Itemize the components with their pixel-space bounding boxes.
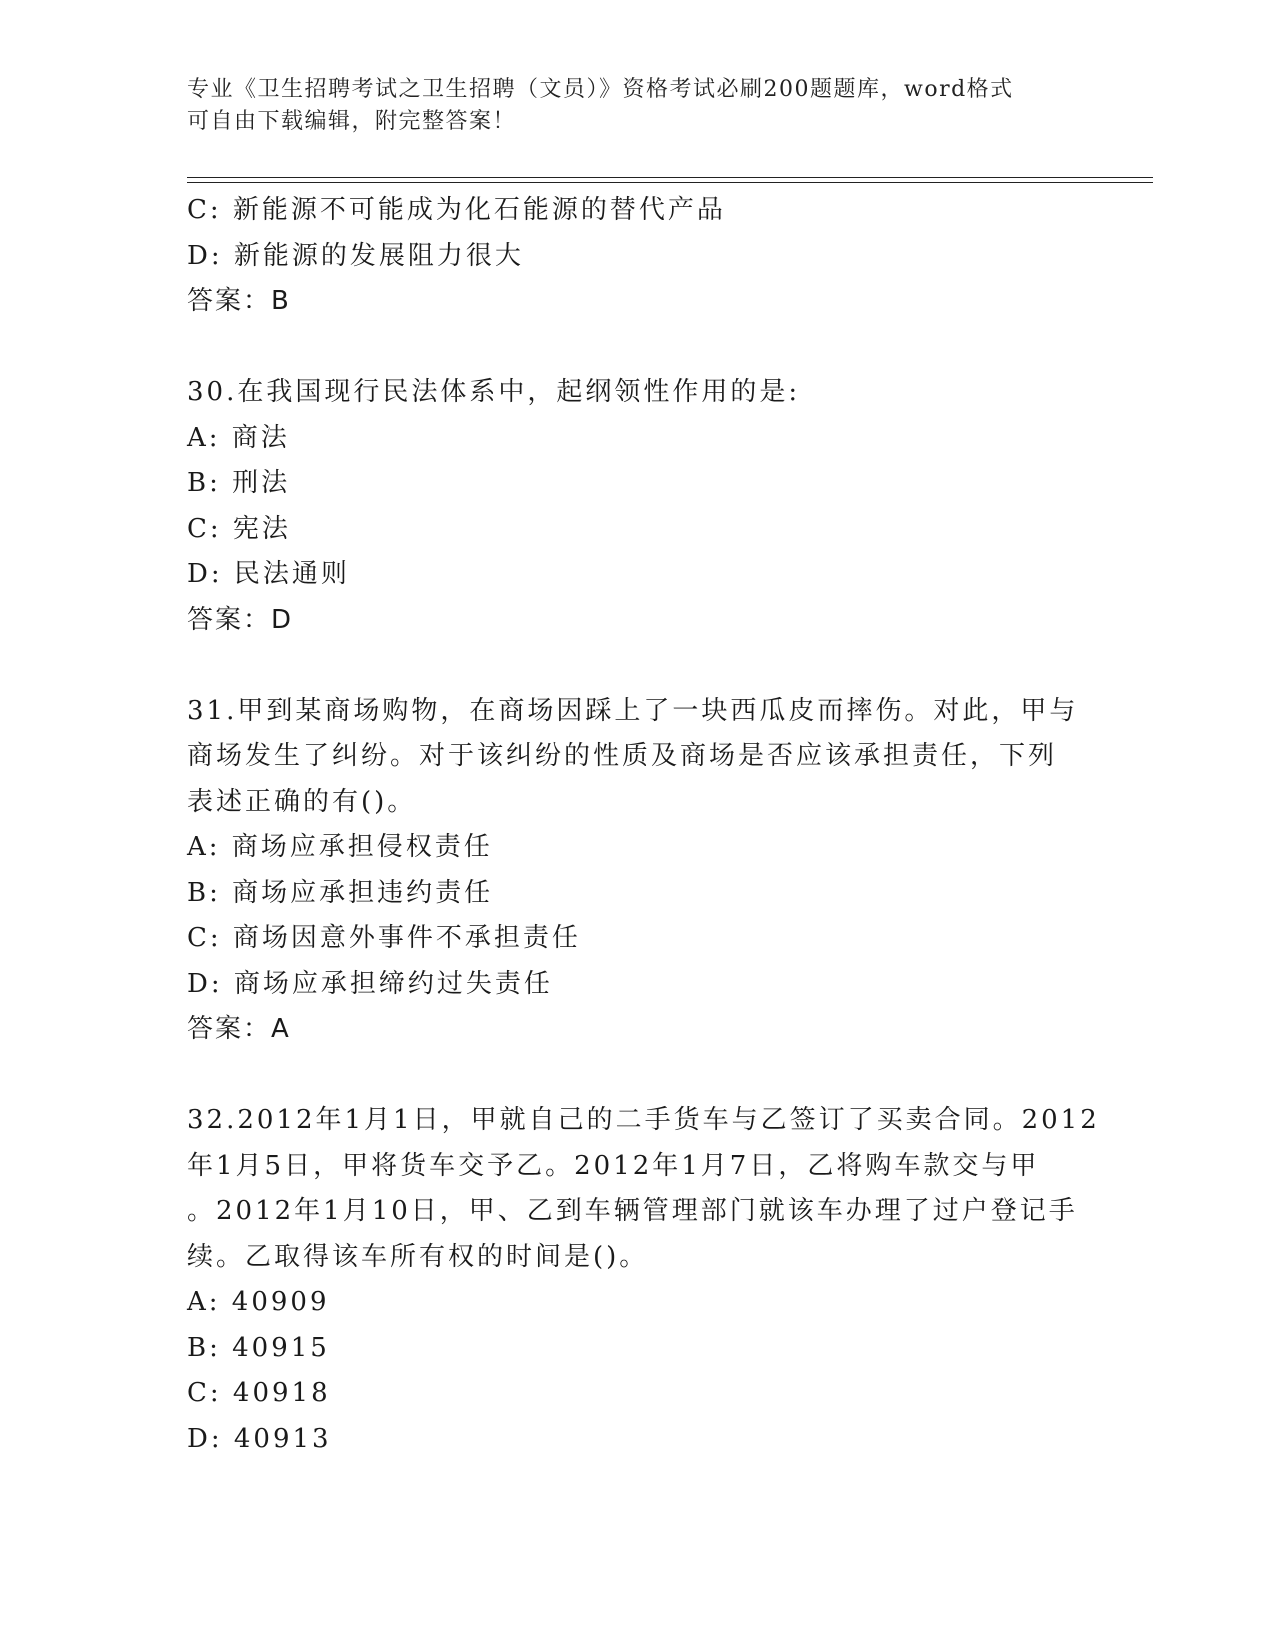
option-d: D: 商场应承担缔约过失责任 <box>187 968 553 999</box>
header-rule-bottom <box>187 182 1153 183</box>
question-stem: 30.在我国现行民法体系中，起纲领性作用的是: <box>187 377 801 407</box>
option-b: B: 商场应承担违约责任 <box>187 877 494 908</box>
answer-line: 答案：B <box>187 286 291 316</box>
option-d: D: 40913 <box>187 1423 332 1454</box>
option-c: C: 商场因意外事件不承担责任 <box>187 923 581 953</box>
option-c: C: 40918 <box>187 1378 331 1408</box>
option-a: A: 40909 <box>187 1287 330 1317</box>
document-header <box>187 74 1087 138</box>
answer-line: 答案：A <box>187 1014 291 1044</box>
option-c: C: 宪法 <box>187 513 291 544</box>
header-line-2: 可自由下载编辑，附完整答案！ <box>187 109 517 134</box>
option-b: B: 40915 <box>187 1332 330 1363</box>
header-rule-top <box>187 177 1153 178</box>
question-31 <box>187 689 1087 1053</box>
document-body <box>187 188 1100 1462</box>
question-stem-line-4: 续。乙取得该车所有权的时间是()。 <box>187 1241 649 1272</box>
question-stem-line-2: 商场发生了纠纷。对于该纠纷的性质及商场是否应该承担责任，下列 <box>187 741 1058 771</box>
question-stem-line-3: 表述正确的有()。 <box>187 786 417 817</box>
option-a: A: 商法 <box>187 422 290 453</box>
option-d: D: 新能源的发展阻力很大 <box>187 240 524 271</box>
question-stem-line-3: 。2012年1月10日，甲、乙到车辆管理部门就该车办理了过户登记手 <box>187 1196 1078 1226</box>
question-stem-line-1: 31.甲到某商场购物，在商场因踩上了一块西瓜皮而摔伤。对此，甲与 <box>187 695 1079 726</box>
question-stem-line-2: 年1月5日，甲将货车交予乙。2012年1月7日，乙将购车款交与甲 <box>187 1150 1040 1181</box>
spacer <box>187 325 1087 371</box>
option-a: A: 商场应承担侵权责任 <box>187 832 493 862</box>
answer-line: 答案：D <box>187 604 294 635</box>
option-c: C: 新能源不可能成为化石能源的替代产品 <box>187 195 726 225</box>
header-line-1: 专业《卫生招聘考试之卫生招聘（文员）》资格考试必刷200题题库，word格式 <box>187 77 1014 102</box>
spacer <box>187 643 1087 689</box>
question-stem-line-1: 32.2012年1月1日，甲就自己的二手货车与乙签订了买卖合同。2012 <box>187 1105 1100 1135</box>
option-d: D: 民法通则 <box>187 559 350 589</box>
option-b: B: 刑法 <box>187 468 291 498</box>
question-29-tail <box>187 188 1087 325</box>
question-30 <box>187 370 1087 643</box>
question-32 <box>187 1098 1100 1462</box>
spacer <box>187 1053 1087 1099</box>
